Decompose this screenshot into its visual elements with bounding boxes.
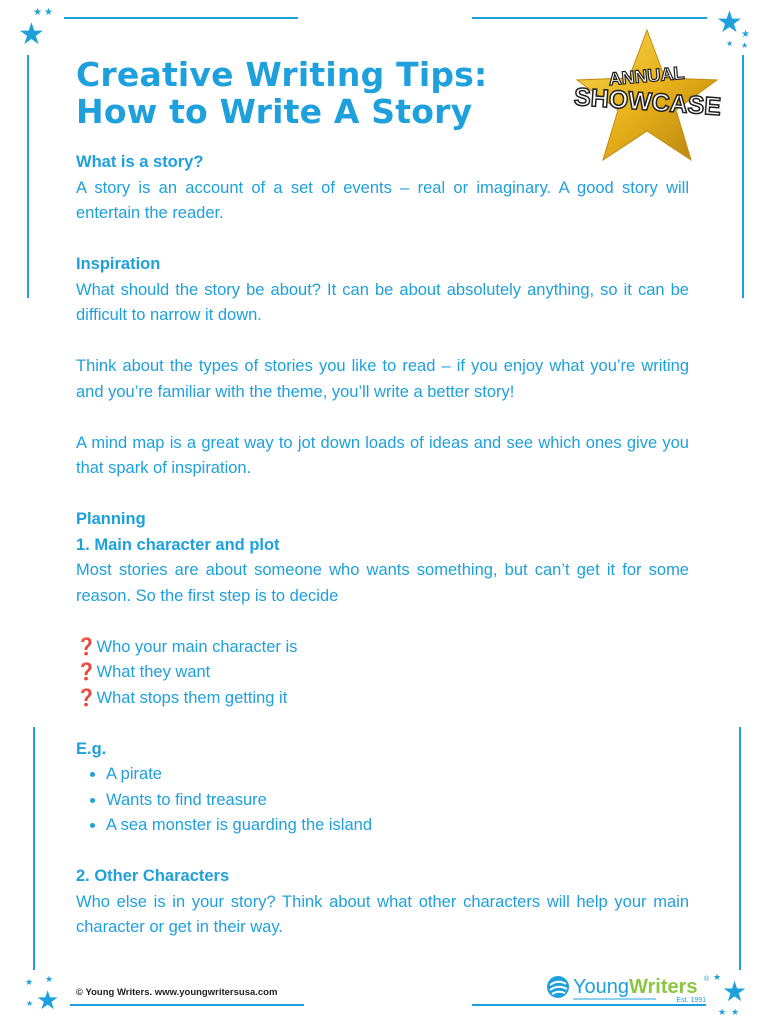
star-icon: ★ [45,974,54,984]
star-icon: ★ [741,41,749,50]
footer-copyright: © Young Writers. www.youngwritersusa.com [76,987,278,998]
brand-registered: ® [704,976,710,983]
badge-showcase-text: SHOWCASE [573,82,722,122]
star-icon: ★ [25,977,34,987]
star-icon: ★ [18,18,45,51]
frame-right-lower-line [739,727,741,970]
subheading-main-character: 1. Main character and plot [76,535,280,554]
frame-bottom-left-line [70,1004,304,1006]
question-text: What they want [96,663,211,681]
badge-annual-text: ANNUAL [607,62,686,90]
frame-right-upper-line [742,55,744,298]
section-heading-what: What is a story? [76,153,204,171]
star-icon: ★ [716,6,743,39]
star-icon: ★ [36,985,60,1015]
star-icon: ★ [722,976,748,1007]
brand-writers: Writers [629,976,698,998]
section-text-what: A story is an account of a set of events – real or imaginary. A good story will entertain the reader. [76,178,689,222]
question-item [76,686,689,712]
list-item: • A pirate [106,762,689,788]
frame-left-upper-line [27,55,29,298]
question-text: Who your main character is [96,637,298,656]
section-heading-example: E.g. [76,739,107,758]
section-heading-inspiration: Inspiration [76,255,161,273]
inspiration-paragraph-1: What should the story be about? It can be about absolutely anything, so it can be difficult to narrow it down. [76,280,689,324]
page-title [76,56,556,130]
star-icon: ★ [713,972,722,982]
list-item: • Wants to find treasure [106,788,689,814]
annual-showcase-logo [560,28,730,168]
frame-left-lower-line [33,727,35,970]
young-writers-logo [546,972,711,1008]
frame-top-right-line [472,17,707,19]
section-heading-planning: Planning [76,510,146,528]
title-line-1: Creative Writing Tips: [76,55,488,94]
brand-young: Young [573,976,629,998]
svg-text:YoungWriters [573,976,698,998]
title-line-2: How to Write A Story [76,92,473,131]
list-item: • A sea monster is guarding the island [106,813,689,839]
question-mark-icon: ❓ [76,663,97,681]
star-icon: ★ [741,29,750,40]
question-mark-icon: ❓ [76,688,97,707]
question-item [76,635,689,661]
star-icon: ★ [731,1007,740,1017]
star-icon: ★ [33,7,42,18]
young-writers-logo-icon [547,976,569,998]
main-content [76,150,689,941]
question-mark-icon: ❓ [76,637,97,656]
inspiration-paragraph-3: A mind map is a great way to jot down loads of ideas and see which ones give you that spark of inspiration. [76,433,689,477]
star-icon: ★ [44,7,53,18]
other-characters-text: Who else is in your story? Think about what other characters will help your main character or get in their way. [76,892,689,936]
question-item [76,660,689,686]
planning-text: Most stories are about someone who wants something, but can’t get it for some reason. So the first step is to decide [76,561,689,605]
star-icon: ★ [26,999,34,1008]
question-text: What stops them getting it [96,688,288,707]
example-list [76,762,689,839]
star-icon: ★ [718,1007,727,1017]
frame-top-left-line [64,17,298,19]
inspiration-paragraph-2: Think about the types of stories you like to read – if you enjoy what you’re writing and you’re familiar with the theme, you’ll write a better story! [76,357,689,401]
section-heading-other-characters: 2. Other Characters [76,867,230,885]
brand-est: Est. 1991 [676,997,706,1004]
star-icon: ★ [726,39,734,48]
